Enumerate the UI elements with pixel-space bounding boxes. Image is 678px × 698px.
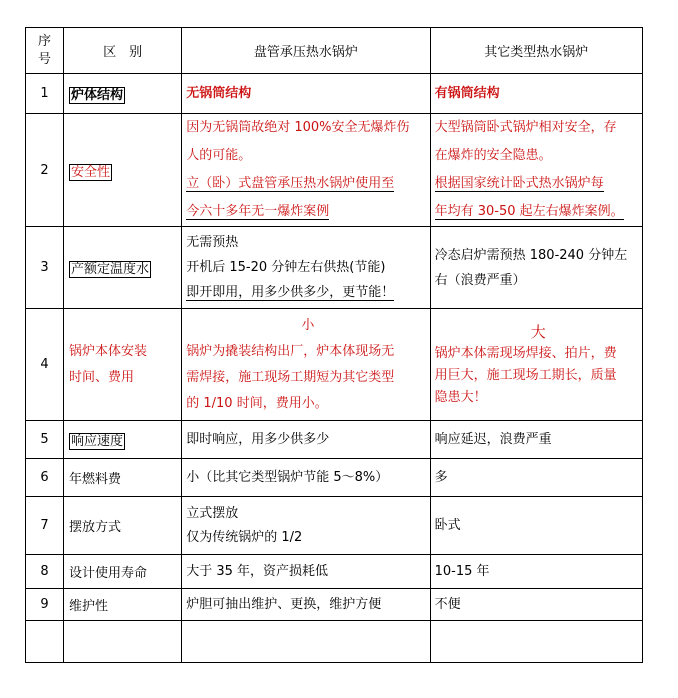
row-number: 9	[26, 589, 64, 621]
table-row	[26, 497, 643, 555]
row-category: 维护性	[64, 589, 182, 621]
coil-text: 小（比其它类型锅炉节能 5～8%）	[186, 469, 389, 485]
coil-text: 炉胆可抽出维护、更换，维护方便	[186, 596, 382, 612]
other-cell	[430, 555, 642, 589]
category-label: 响应速度	[71, 434, 124, 449]
other-text-line: 锅炉本体需现场焊接、拍片，费	[434, 345, 617, 361]
row-category: 锅炉本体安装 时间、费用	[64, 309, 182, 421]
table-row	[26, 589, 643, 621]
table-row	[26, 74, 643, 114]
category-label: 安全性	[71, 164, 111, 180]
empty-cell	[64, 621, 182, 663]
row-number: 7	[26, 497, 64, 555]
other-cell	[430, 114, 642, 227]
empty-row	[26, 621, 643, 663]
other-text-line: 右（浪费严重）	[434, 272, 526, 288]
coil-cell	[182, 459, 430, 497]
header-coil-boiler: 盘管承压热水锅炉	[182, 28, 430, 74]
other-text-line: 用巨大，施工现场工期长，质量	[434, 367, 617, 383]
other-text-line: 冷态启炉需预热 180-240 分钟左	[434, 247, 628, 263]
coil-text-line: 即开即用，用多少供多少，更节能！	[186, 285, 395, 300]
table-row	[26, 421, 643, 459]
row-category	[64, 74, 182, 114]
other-cell	[430, 459, 642, 497]
other-text-line: 大型锅筒卧式锅炉相对安全，存	[434, 120, 617, 135]
row-category	[64, 227, 182, 309]
empty-cell	[430, 621, 642, 663]
other-cell	[430, 589, 642, 621]
header-no: 序 号	[26, 28, 64, 74]
coil-cell	[182, 114, 430, 227]
category-label: 产额定温度水	[71, 262, 150, 277]
other-text: 有锅筒结构	[434, 85, 500, 101]
coil-cell	[182, 74, 430, 114]
empty-cell	[182, 621, 430, 663]
table-row	[26, 227, 643, 309]
row-number: 8	[26, 555, 64, 589]
coil-text-line: 的 1/10 时间，费用小。	[186, 395, 328, 411]
table-row	[26, 114, 643, 227]
coil-text-line: 开机后 15-20 分钟左右供热(节能)	[186, 260, 386, 275]
other-text: 响应延迟，浪费严重	[434, 431, 552, 447]
other-text-line: 根据国家统计卧式热水锅炉每	[434, 176, 604, 191]
row-number: 3	[26, 227, 64, 309]
table-row	[26, 555, 643, 589]
coil-cell	[182, 497, 430, 555]
header-row	[26, 28, 643, 74]
coil-text: 无锅筒结构	[186, 85, 252, 101]
coil-cell	[182, 421, 430, 459]
other-text: 卧式	[434, 517, 461, 533]
other-text: 多	[434, 469, 448, 485]
coil-text-line: 锅炉为撬装结构出厂，炉本体现场无	[186, 343, 395, 359]
boiler-comparison-table	[25, 27, 643, 663]
row-number: 2	[26, 114, 64, 227]
coil-heading: 小	[301, 317, 315, 333]
header-other-boiler: 其它类型热水锅炉	[430, 28, 642, 74]
coil-text-line: 立式摆放	[186, 505, 239, 521]
row-number: 1	[26, 74, 64, 114]
empty-cell	[26, 621, 64, 663]
coil-cell	[182, 555, 430, 589]
other-cell	[430, 421, 642, 459]
row-category	[64, 421, 182, 459]
row-category: 设计使用寿命	[64, 555, 182, 589]
row-number: 5	[26, 421, 64, 459]
other-cell	[430, 227, 642, 309]
row-category	[64, 114, 182, 227]
other-heading: 大	[530, 322, 546, 341]
coil-text-line: 无需预热	[186, 235, 239, 250]
coil-text-line: 因为无锅筒故绝对 100%安全无爆炸伤	[186, 120, 410, 135]
coil-text: 即时响应，用多少供多少	[186, 431, 330, 447]
coil-text-line: 仅为传统锅炉的 1/2	[186, 529, 303, 545]
table-row	[26, 459, 643, 497]
row-number: 4	[26, 309, 64, 421]
category-label: 炉体结构	[71, 88, 124, 103]
other-cell	[430, 74, 642, 114]
coil-cell	[182, 589, 430, 621]
header-category: 区 别	[64, 28, 182, 74]
other-text-line: 在爆炸的安全隐患。	[434, 148, 552, 163]
row-number: 6	[26, 459, 64, 497]
coil-text: 大于 35 年，资产损耗低	[186, 563, 329, 579]
coil-cell	[182, 227, 430, 309]
coil-text-line: 需焊接，施工现场工期短为其它类型	[186, 369, 395, 385]
row-category: 年燃料费	[64, 459, 182, 497]
coil-text-line: 今六十多年无一爆炸案例	[186, 204, 330, 219]
other-text-line: 隐患大！	[434, 389, 487, 405]
other-text: 不便	[434, 596, 461, 612]
table-row	[26, 309, 643, 421]
coil-cell	[182, 309, 430, 421]
other-cell	[430, 309, 642, 421]
other-text-line: 年均有 30-50 起左右爆炸案例。	[434, 204, 624, 219]
row-category: 摆放方式	[64, 497, 182, 555]
other-cell	[430, 497, 642, 555]
other-text: 10-15 年	[434, 563, 490, 579]
coil-text-line: 立（卧）式盘管承压热水锅炉使用至	[186, 176, 395, 191]
coil-text-line: 人的可能。	[186, 148, 252, 163]
